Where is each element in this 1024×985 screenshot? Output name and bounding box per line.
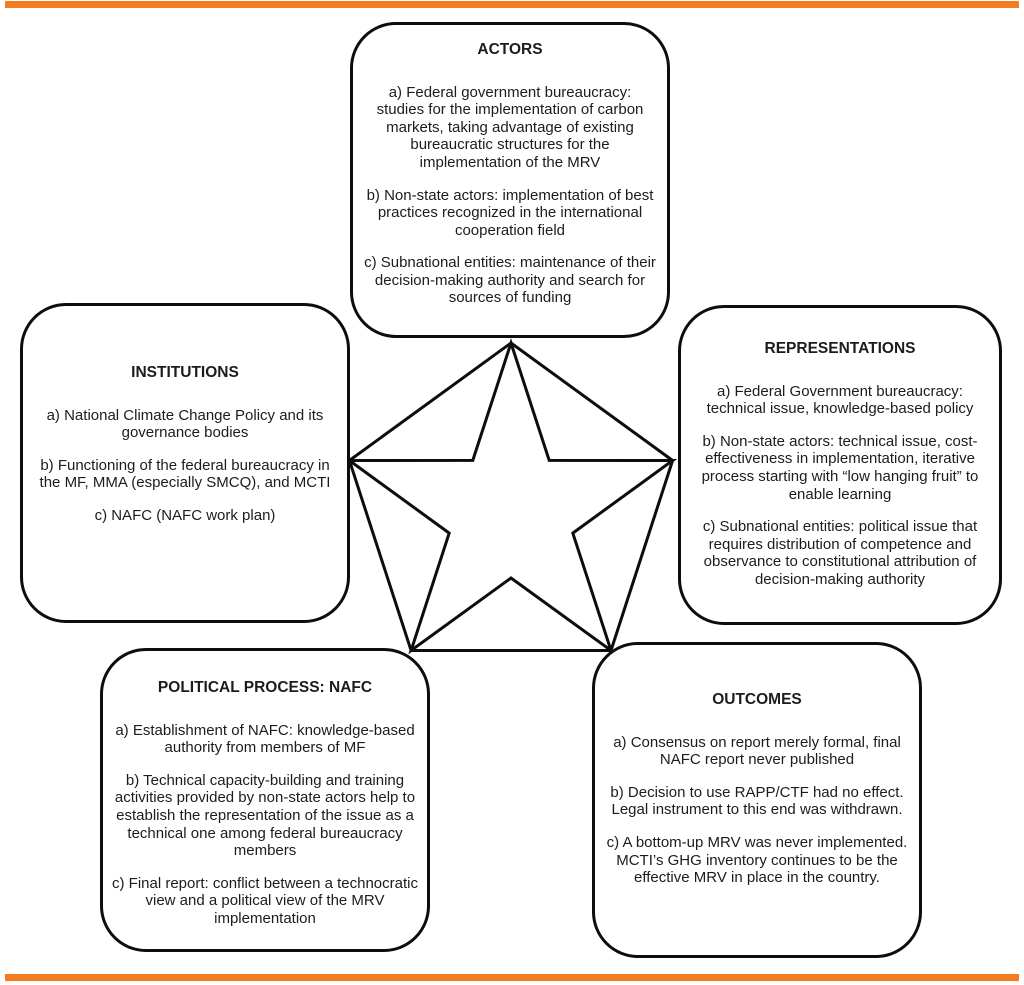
pentagon-shape [349,343,672,651]
institutions-item-b: b) Functioning of the federal bureaucracy in the MF, MMA (especially SMCQ), and MCTI [39,456,331,492]
political-process-item-b: b) Technical capacity-building and training activities provided by non-state actors help to establish the representation of the issue as a technical one among federal bureaucracy members [114,771,416,860]
political-process-box [100,648,430,952]
political-process-item-a: a) Establishment of NAFC: knowledge-based authority from members of MF [115,721,415,757]
institutions-item-a: a) National Climate Change Policy and its governance bodies [46,406,324,442]
actors-box [350,22,670,338]
actors-item-b: b) Non-state actors: implementation of best practices recognized in the international cooperation field [366,186,654,239]
representations-item-b: b) Non-state actors: technical issue, cost-effectiveness in implementation, iterative process starting with “low hanging fruit” to enable learning [701,432,979,503]
representations-box-title: REPRESENTATIONS [764,340,916,357]
representations-item-a: a) Federal Government bureaucracy: technical issue, knowledge-based policy [706,382,974,418]
representations-item-c: c) Subnational entities: political issue that requires distribution of competence and observance to constitutional attribution of decision-making authority [702,518,978,588]
outcomes-box [592,642,922,958]
outcomes-item-c: c) A bottom-up MRV was never implemented. MCTI’s GHG inventory continues to be the effective MRV in place in the country. [606,834,908,887]
outcomes-box-title: OUTCOMES [712,691,802,708]
representations-box [678,305,1002,625]
outcomes-item-b: b) Decision to use RAPP/CTF had no effect. Legal instrument to this end was withdrawn. [610,783,904,819]
institutions-box [20,303,350,623]
star-shape [349,343,672,651]
political-process-box-title: POLITICAL PROCESS: NAFC [157,679,373,696]
actors-item-a: a) Federal government bureaucracy: studies for the implementation of carbon markets, taking advantage of existing bureaucratic structures for the implementation of the MRV [376,83,644,171]
actors-item-c: c) Subnational entities: maintenance of their decision-making authority and search for sources of funding [364,254,656,307]
bottom-accent-bar [5,974,1019,981]
outcomes-item-a: a) Consensus on report merely formal, final NAFC report never published [613,733,901,769]
institutions-box-title: INSTITUTIONS [131,364,239,381]
actors-box-title: ACTORS [477,41,543,58]
political-process-item-c: c) Final report: conflict between a technocratic view and a political view of the MRV implementation [112,874,418,927]
top-accent-bar [5,1,1019,8]
institutions-item-c: c) NAFC (NAFC work plan) [94,507,276,524]
